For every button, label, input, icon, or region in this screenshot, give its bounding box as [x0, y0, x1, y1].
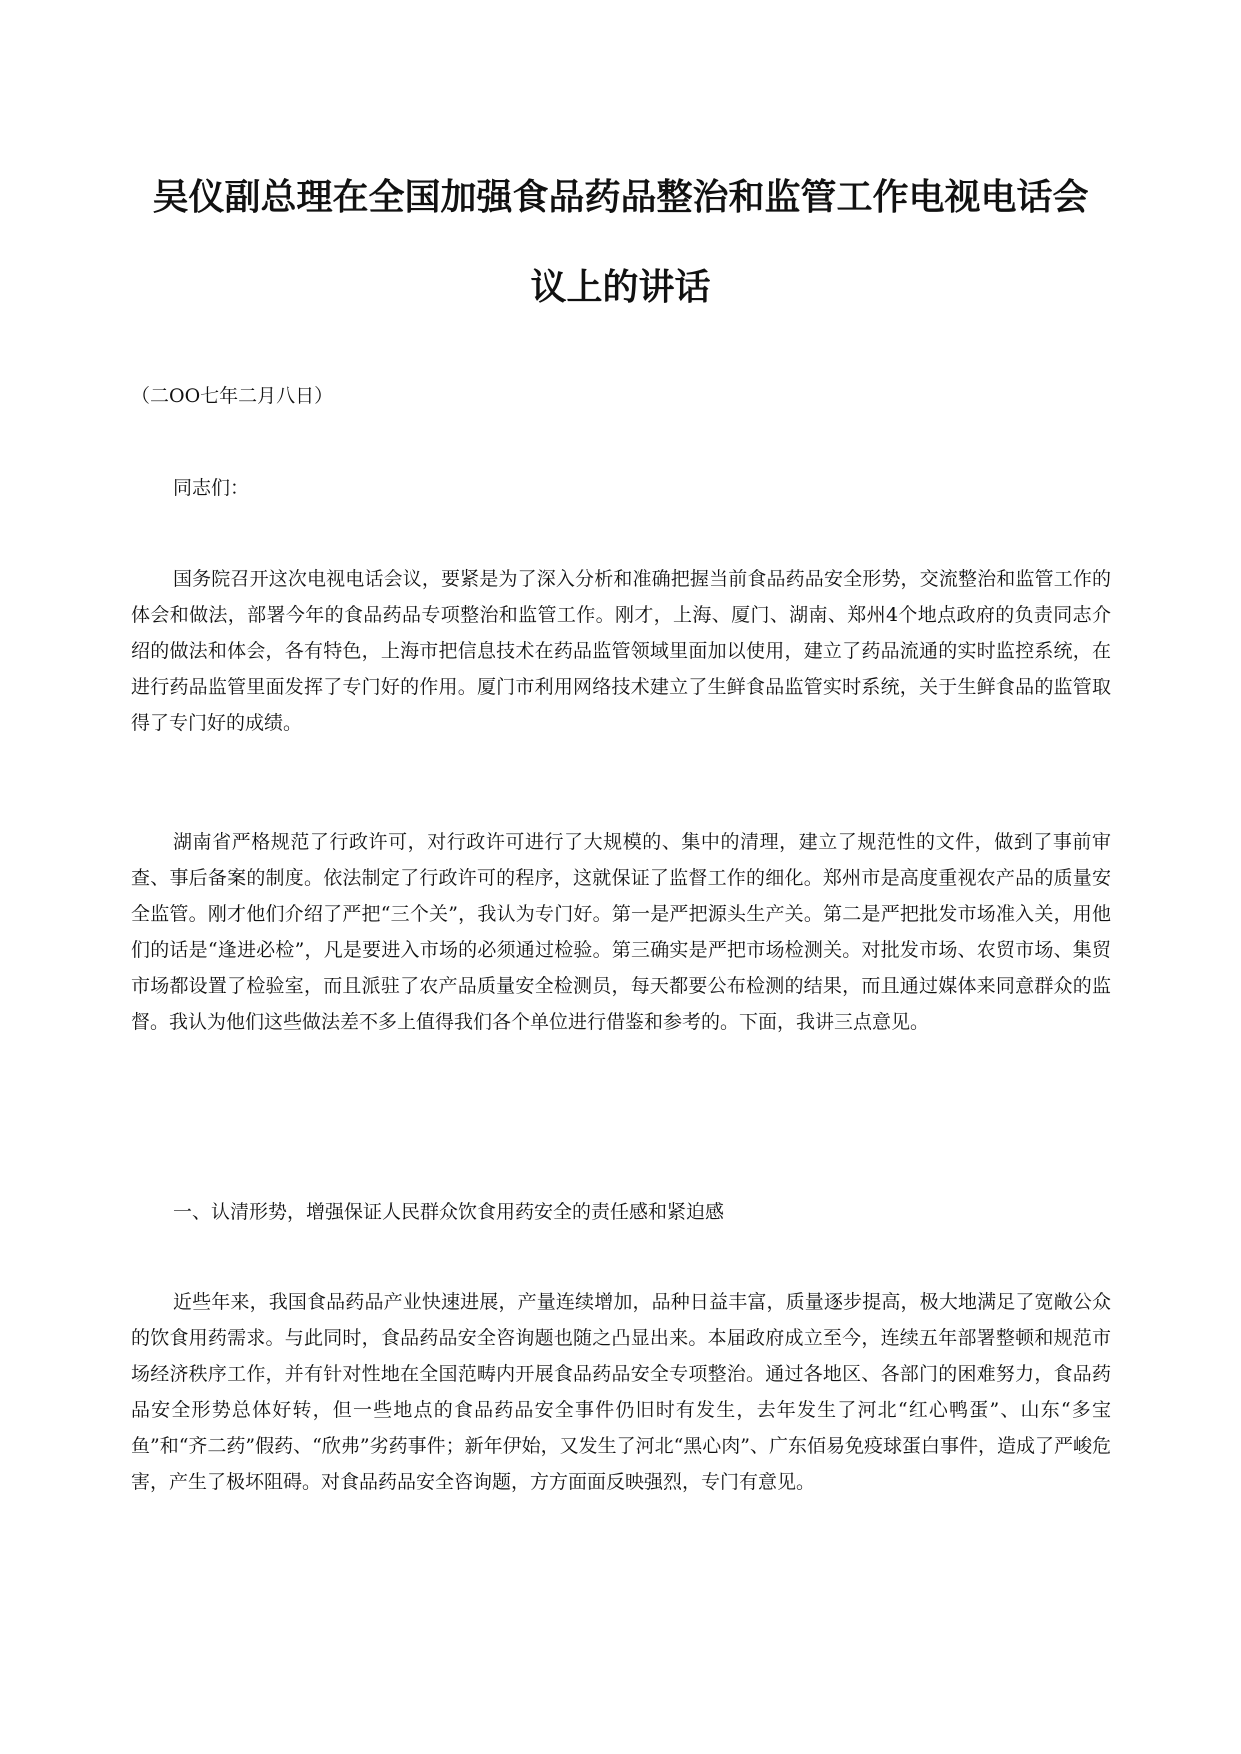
speech-date: （二OO七年二月八日） — [131, 385, 334, 407]
paragraph-3: 近些年来，我国食品药品产业快速进展，产量连续增加，品种日益丰富，质量逐步提高，极大地满足了宽敞公众的饮食用药需求。与此同时，食品药品安全咨询题也随之凸显出来。本届政府成立至今，连续五年部署整顿和规范市场经济秩序工作，并有针对性地在全国范畴内开展食品药品安全专项整治。通过各地区、各部门的困难努力，食品药品安全形势总体好转，但一些地点的食品药品安全事件仍旧时有发生，去年发生了河北“红心鸭蛋”、山东“多宝鱼”和“齐二药”假药、“欣弗”劣药事件；新年伊始，又发生了河北“黑心肉”、广东佰易免疫球蛋白事件，造成了严峻危害，产生了极坏阻碍。对食品药品安全咨询题，方方面面反映强烈，专门有意见。 — [131, 1291, 1111, 1493]
document-title-line-1: 吴仪副总理在全国加强食品药品整治和监管工作电视电话会 — [152, 177, 1089, 218]
document-title-line-2: 议上的讲话 — [530, 267, 711, 308]
greeting: 同志们： — [173, 477, 250, 499]
section-heading-1: 一、认清形势，增强保证人民群众饮食用药安全的责任感和紧迫感 — [173, 1201, 725, 1223]
paragraph-1: 国务院召开这次电视电话会议，要紧是为了深入分析和准确把握当前食品药品安全形势，交流整治和监管工作的体会和做法，部署今年的食品药品专项整治和监管工作。刚才，上海、厦门、湖南、郑州4个地点政府的负责同志介绍的做法和体会，各有特色，上海市把信息技术在药品监管领域里面加以使用，建立了药品流通的实时监控系统，在进行药品监管里面发挥了专门好的作用。厦门市利用网络技术建立了生鲜食品监管实时系统，关于生鲜食品的监管取得了专门好的成绩。 — [131, 568, 1111, 734]
paragraph-2: 湖南省严格规范了行政许可，对行政许可进行了大规模的、集中的清理，建立了规范性的文件，做到了事前审查、事后备案的制度。依法制定了行政许可的程序，这就保证了监督工作的细化。郑州市是高度重视农产品的质量安全监管。刚才他们介绍了严把“三个关”，我认为专门好。第一是严把源头生产关。第二是严把批发市场准入关，用他们的话是“逢进必检”，凡是要进入市场的必须通过检验。第三确实是严把市场检测关。对批发市场、农贸市场、集贸市场都设置了检验室，而且派驻了农产品质量安全检测员，每天都要公布检测的结果，而且通过媒体来同意群众的监督。我认为他们这些做法差不多上值得我们各个单位进行借鉴和参考的。下面，我讲三点意见。 — [131, 831, 1111, 1033]
